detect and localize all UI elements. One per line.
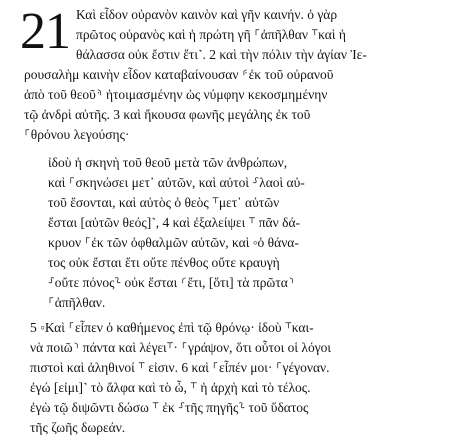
text-line: 5 ◦Καὶ ⸀εἶπεν ὁ καθήμενος ἐπὶ τῷ θρόνῳ· ἰδοὺ ⸆και- <box>30 320 314 335</box>
text-line: ἔσται [αὐτῶν θεός]˺, 4 καὶ ἐξαλείψει ⸆ πᾶν δά- <box>48 215 301 230</box>
text-line: τῆς ζωῆς δωρεάν. <box>30 420 126 435</box>
text-line: νὰ ποιῶ⸃ πάντα καὶ λέγει⸆· ⸀γράψον, ὅτι οὗτοι οἱ λόγοι <box>30 340 332 355</box>
text-line: τοῦ ἔσονται, καὶ αὐτὸς ὁ θεὸς ⸆μετ᾽ αὐτῶν <box>48 195 280 210</box>
text-line: ἐγώ [εἰμι]˺ τὸ ἄλφα καὶ τὸ ὦ, ⸆ ἡ ἀρχὴ καὶ τὸ τέλος. <box>30 380 311 395</box>
text-line: ⸀ἀπῆλθαν. <box>48 295 106 310</box>
text-line: ρουσαλὴμ καινὴν εἶδον καταβαίνουσαν ⸄ἐκ τοῦ οὐρανοῦ <box>24 67 334 82</box>
text-line: ⸉οὔτε πόνος⸊ οὐκ ἔσται ⸂ἔτι, [ὅτι] τὰ πρῶτα⸃ <box>48 275 295 290</box>
text-line: τος οὐκ ἔσται ἔτι οὔτε πένθος οὔτε κραυγὴ <box>48 255 280 270</box>
text-line: κρυον ⸀ἐκ τῶν ὀφθαλμῶν αὐτῶν, καὶ ◦ὁ θάνα- <box>48 235 299 250</box>
text-line: ἀπὸ τοῦ θεοῦ⸅ ἡτοιμασμένην ὡς νύμφην κεκοσμημένην <box>24 87 328 102</box>
text-line: ἐγὼ τῷ διψῶντι δώσω ⸆ ἐκ ⸉τῆς πηγῆς⸊ τοῦ ὕδατος <box>30 400 309 415</box>
text-line: ἰδοὺ ἡ σκηνὴ τοῦ θεοῦ μετὰ τῶν ἀνθρώπων, <box>48 155 288 170</box>
text-line: θάλασσα οὐκ ἔστιν ἔτι˺. 2 καὶ τὴν πόλιν τὴν ἁγίαν Ἰε- <box>76 47 367 62</box>
text-line: πιστοὶ καὶ ἀληθινοί ⸆ εἰσιν. 6 καὶ ⸀εἶπέν μοι· ⸀γέγοναν. <box>30 360 330 375</box>
text-line: καὶ ⸀σκηνώσει μετ᾽ αὐτῶν, καὶ αὐτοὶ ⸉λαοὶ αὐ- <box>48 175 305 190</box>
text-line: Καὶ εἶδον οὐρανὸν καινὸν καὶ γῆν καινήν. ὁ γὰρ <box>76 7 338 22</box>
text-line: τῷ ἀνδρὶ αὐτῆς. 3 καὶ ἤκουσα φωνῆς μεγάλης ἐκ τοῦ <box>24 107 311 122</box>
chapter-number: 21 <box>20 3 70 60</box>
text-line: πρῶτος οὐρανὸς καὶ ἡ πρώτη γῆ ⸀ἀπῆλθαν ⸆καὶ ἡ <box>76 27 346 42</box>
text-line: ⸀θρόνου λεγούσης· <box>24 127 130 142</box>
